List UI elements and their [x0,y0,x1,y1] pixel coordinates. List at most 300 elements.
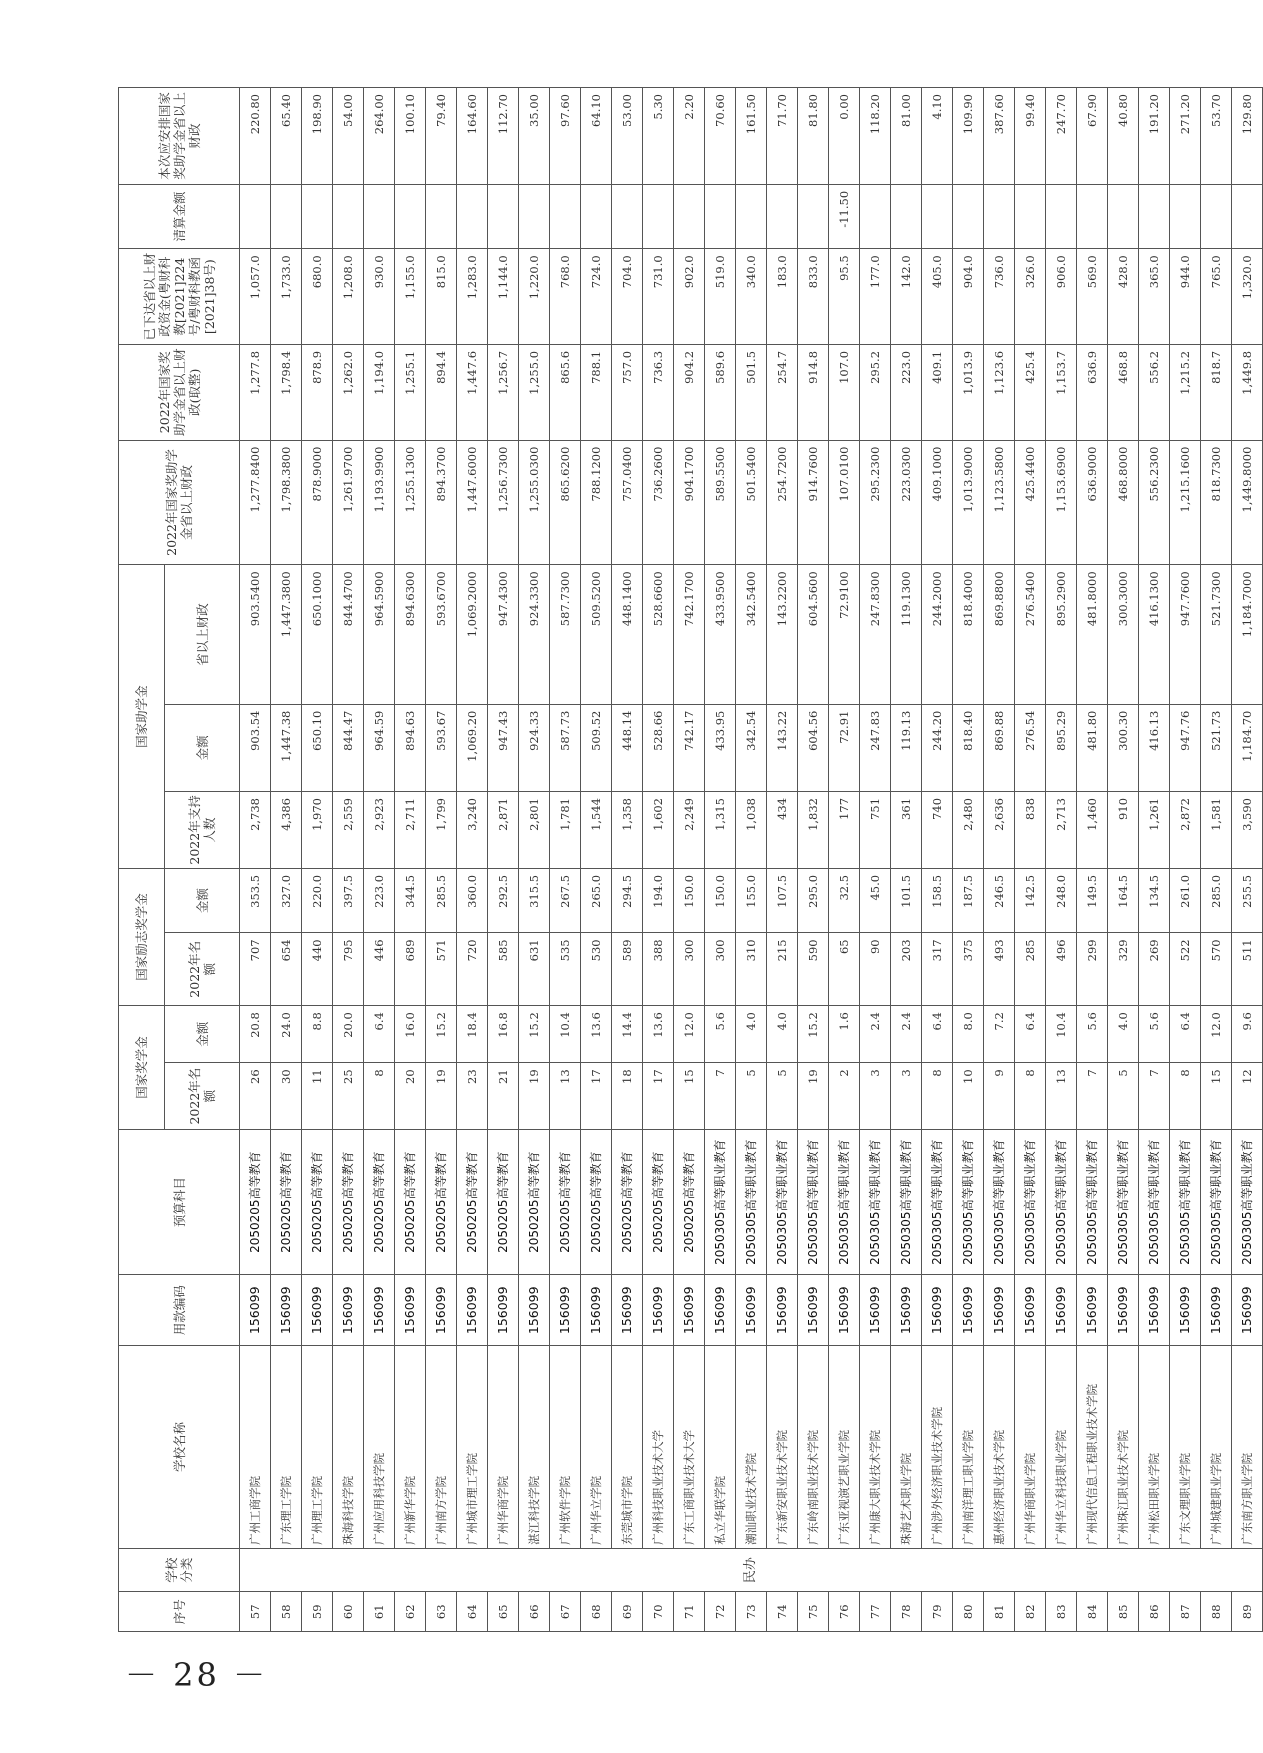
cell-no: 85 [1108,1592,1139,1632]
cell-no: 72 [705,1592,736,1632]
cell-issued: 1,208.0 [333,249,364,345]
cell-no: 63 [426,1592,457,1632]
cell-subject: 2050305高等职业教育 [1015,1129,1046,1275]
cell-en-n: 440 [302,933,333,1006]
cell-issued: 569.0 [1077,249,1108,345]
cell-tr: 1,262.0 [333,344,364,440]
cell-g-n: 838 [1015,791,1046,868]
cell-g-n: 361 [891,791,922,868]
cell-arr: 100.10 [395,88,426,185]
cell-tr: 1,215.2 [1170,344,1201,440]
cell-arr: 54.00 [333,88,364,185]
cell-g-n: 1,832 [798,791,829,868]
cell-tr: 107.0 [829,344,860,440]
cell-en-a: 155.0 [736,868,767,932]
cell-code: 156099 [829,1275,860,1346]
cell-ns-n: 7 [1139,1063,1170,1130]
cell-ns-n: 2 [829,1063,860,1130]
cell-t: 736.2600 [643,440,674,565]
cell-arr: 191.20 [1139,88,1170,185]
cell-en-n: 589 [612,933,643,1006]
cell-t: 1,215.1600 [1170,440,1201,565]
cell-clr [984,184,1015,248]
cell-en-n: 530 [581,933,612,1006]
category-cell: 民办 [240,1548,1263,1592]
cell-g-a: 119.13 [891,704,922,791]
cell-ns-a: 1.6 [829,1006,860,1063]
cell-school: 广州理工学院 [302,1346,333,1549]
cell-code: 156099 [333,1275,364,1346]
cell-ns-n: 26 [240,1063,271,1130]
cell-en-n: 689 [395,933,426,1006]
cell-code: 156099 [705,1275,736,1346]
cell-t: 1,277.8400 [240,440,271,565]
cell-ns-n: 13 [1046,1063,1077,1130]
cell-clr [488,184,519,248]
cell-en-n: 493 [984,933,1015,1006]
cell-code: 156099 [426,1275,457,1346]
cell-subject: 2050305高等职业教育 [953,1129,984,1275]
cell-g-a: 1,069.20 [457,704,488,791]
cell-school: 广州城市理工学院 [457,1346,488,1549]
cell-no: 68 [581,1592,612,1632]
cell-school: 广州南方学院 [426,1346,457,1549]
header-encouragement-scholarship: 国家励志奖学金 [119,868,165,1005]
cell-t: 107.0100 [829,440,860,565]
cell-issued: 1,320.0 [1232,249,1263,345]
cell-issued: 142.0 [891,249,922,345]
table-row [829,88,860,1632]
cell-ns-n: 8 [1015,1063,1046,1130]
cell-no: 62 [395,1592,426,1632]
cell-no: 60 [333,1592,364,1632]
cell-issued: 1,220.0 [519,249,550,345]
cell-arr: 2.20 [674,88,705,185]
cell-ns-a: 4.0 [767,1006,798,1063]
cell-g-n: 434 [767,791,798,868]
cell-g-n: 1,460 [1077,791,1108,868]
cell-g-n: 3,240 [457,791,488,868]
cell-g-p: 895.2900 [1046,565,1077,704]
table-row [736,88,767,1632]
cell-g-a: 342.54 [736,704,767,791]
cell-no: 66 [519,1592,550,1632]
cell-no: 58 [271,1592,302,1632]
funding-table [118,87,1263,1632]
cell-issued: 1,057.0 [240,249,271,345]
cell-school: 广州工商学院 [240,1346,271,1549]
cell-tr: 1,013.9 [953,344,984,440]
cell-code: 156099 [1015,1275,1046,1346]
cell-school: 广东理工学院 [271,1346,302,1549]
cell-school: 潮汕职业技术学院 [736,1346,767,1549]
cell-subject: 2050305高等职业教育 [1170,1129,1201,1275]
cell-arr: 71.70 [767,88,798,185]
cell-en-a: 327.0 [271,868,302,932]
cell-tr: 223.0 [891,344,922,440]
header-arrange: 本次应安排国家奖助学金省以上财政 [119,88,240,185]
cell-t: 878.9000 [302,440,333,565]
cell-g-p: 742.1700 [674,565,705,704]
cell-tr: 1,194.0 [364,344,395,440]
cell-issued: 183.0 [767,249,798,345]
cell-ns-a: 16.0 [395,1006,426,1063]
cell-issued: 704.0 [612,249,643,345]
cell-g-p: 587.7300 [550,565,581,704]
table-row [240,88,271,1632]
cell-g-n: 2,480 [953,791,984,868]
cell-g-p: 604.5600 [798,565,829,704]
cell-issued: 1,733.0 [271,249,302,345]
cell-subject: 2050205高等教育 [612,1129,643,1275]
cell-en-n: 375 [953,933,984,1006]
cell-issued: 95.5 [829,249,860,345]
cell-tr: 788.1 [581,344,612,440]
cell-subject: 2050205高等教育 [550,1129,581,1275]
cell-en-a: 292.5 [488,868,519,932]
cell-ns-n: 5 [736,1063,767,1130]
cell-t: 295.2300 [860,440,891,565]
cell-ns-n: 3 [891,1063,922,1130]
cell-code: 156099 [1108,1275,1139,1346]
cell-g-p: 300.3000 [1108,565,1139,704]
table-row [643,88,674,1632]
cell-en-n: 90 [860,933,891,1006]
table-row [271,88,302,1632]
cell-school: 广东岭南职业技术学院 [798,1346,829,1549]
cell-ns-a: 16.8 [488,1006,519,1063]
cell-arr: 247.70 [1046,88,1077,185]
header-total-rounded: 2022年国家奖助学金省以上财政(取整) [119,344,240,440]
cell-clr [1046,184,1077,248]
cell-subject: 2050305高等职业教育 [1108,1129,1139,1275]
cell-g-a: 300.30 [1108,704,1139,791]
cell-tr: 914.8 [798,344,829,440]
cell-school: 广东亚视演艺职业学院 [829,1346,860,1549]
cell-ns-a: 2.4 [891,1006,922,1063]
cell-subject: 2050305高等职业教育 [922,1129,953,1275]
table-row [426,88,457,1632]
cell-en-n: 570 [1201,933,1232,1006]
cell-clr [1170,184,1201,248]
cell-clr [271,184,302,248]
cell-t: 1,798.3800 [271,440,302,565]
cell-school: 广州科技职业技术大学 [643,1346,674,1549]
cell-t: 1,255.1300 [395,440,426,565]
cell-g-n: 910 [1108,791,1139,868]
cell-subject: 2050305高等职业教育 [1046,1129,1077,1275]
cell-subject: 2050205高等教育 [333,1129,364,1275]
table-body [240,88,1263,1632]
cell-subject: 2050205高等教育 [395,1129,426,1275]
cell-no: 87 [1170,1592,1201,1632]
cell-arr: 81.00 [891,88,922,185]
cell-en-n: 299 [1077,933,1108,1006]
cell-subject: 2050305高等职业教育 [1077,1129,1108,1275]
cell-en-n: 707 [240,933,271,1006]
cell-no: 86 [1139,1592,1170,1632]
cell-g-n: 751 [860,791,891,868]
cell-issued: 1,283.0 [457,249,488,345]
cell-arr: 264.00 [364,88,395,185]
cell-subject: 2050205高等教育 [457,1129,488,1275]
cell-t: 223.0300 [891,440,922,565]
cell-en-a: 150.0 [705,868,736,932]
header-ns-amount: 金额 [165,1006,240,1063]
cell-en-a: 294.5 [612,868,643,932]
cell-code: 156099 [1201,1275,1232,1346]
cell-issued: 340.0 [736,249,767,345]
cell-g-a: 587.73 [550,704,581,791]
cell-clr [736,184,767,248]
cell-t: 1,261.9700 [333,440,364,565]
cell-school: 广东文理职业学院 [1170,1346,1201,1549]
cell-subject: 2050205高等教育 [488,1129,519,1275]
header-category: 学校分类 [119,1548,240,1592]
cell-no: 77 [860,1592,891,1632]
cell-en-n: 300 [705,933,736,1006]
cell-t: 425.4400 [1015,440,1046,565]
cell-clr [395,184,426,248]
cell-t: 818.7300 [1201,440,1232,565]
cell-ns-a: 15.2 [519,1006,550,1063]
cell-tr: 1,447.6 [457,344,488,440]
table-row [984,88,1015,1632]
cell-issued: 768.0 [550,249,581,345]
cell-clr [612,184,643,248]
cell-school: 广州松田职业学院 [1139,1346,1170,1549]
cell-clr: -11.50 [829,184,860,248]
table-row [1201,88,1232,1632]
cell-ns-a: 5.6 [705,1006,736,1063]
cell-tr: 1,256.7 [488,344,519,440]
header-en-count: 2022年名额 [165,933,240,1006]
cell-ns-n: 20 [395,1063,426,1130]
cell-en-a: 134.5 [1139,868,1170,932]
cell-school: 广州南洋理工职业学院 [953,1346,984,1549]
table-row [767,88,798,1632]
cell-t: 1,449.8000 [1232,440,1263,565]
cell-clr [581,184,612,248]
cell-en-a: 101.5 [891,868,922,932]
cell-g-p: 481.8000 [1077,565,1108,704]
cell-clr [1201,184,1232,248]
cell-g-p: 509.5200 [581,565,612,704]
cell-clr [767,184,798,248]
cell-subject: 2050305高等职业教育 [1139,1129,1170,1275]
cell-ns-a: 10.4 [1046,1006,1077,1063]
header-code: 用款编码 [119,1275,240,1346]
cell-g-n: 177 [829,791,860,868]
cell-clr [550,184,581,248]
cell-subject: 2050205高等教育 [674,1129,705,1275]
cell-tr: 589.6 [705,344,736,440]
cell-no: 67 [550,1592,581,1632]
cell-g-a: 247.83 [860,704,891,791]
cell-school: 广东南方职业学院 [1232,1346,1263,1549]
cell-clr [953,184,984,248]
cell-en-n: 571 [426,933,457,1006]
cell-code: 156099 [395,1275,426,1346]
header-seq: 序号 [119,1592,240,1632]
cell-code: 156099 [767,1275,798,1346]
cell-tr: 254.7 [767,344,798,440]
table-row [705,88,736,1632]
cell-en-n: 215 [767,933,798,1006]
cell-en-a: 285.5 [426,868,457,932]
cell-school: 广州涉外经济职业技术学院 [922,1346,953,1549]
cell-t: 757.0400 [612,440,643,565]
cell-g-p: 964.5900 [364,565,395,704]
cell-ns-a: 5.6 [1139,1006,1170,1063]
cell-ns-a: 14.4 [612,1006,643,1063]
cell-arr: 64.10 [581,88,612,185]
cell-ns-n: 15 [674,1063,705,1130]
cell-arr: 164.60 [457,88,488,185]
cell-clr [240,184,271,248]
cell-en-n: 317 [922,933,953,1006]
cell-arr: 4.10 [922,88,953,185]
cell-tr: 1,277.8 [240,344,271,440]
cell-subject: 2050205高等教育 [643,1129,674,1275]
cell-clr [519,184,550,248]
table-row [612,88,643,1632]
cell-no: 88 [1201,1592,1232,1632]
cell-tr: 736.3 [643,344,674,440]
cell-arr: 81.80 [798,88,829,185]
cell-ns-n: 17 [643,1063,674,1130]
table-row [674,88,705,1632]
cell-g-a: 276.54 [1015,704,1046,791]
cell-ns-a: 13.6 [643,1006,674,1063]
rotated-table-page [118,87,1254,1632]
cell-no: 57 [240,1592,271,1632]
cell-ns-a: 6.4 [1170,1006,1201,1063]
cell-subject: 2050305高等职业教育 [1232,1129,1263,1275]
header-grant-provincial: 省以上财政 [165,565,240,704]
cell-en-n: 388 [643,933,674,1006]
cell-ns-a: 15.2 [426,1006,457,1063]
cell-en-n: 795 [333,933,364,1006]
cell-clr [674,184,705,248]
table-row [860,88,891,1632]
cell-t: 409.1000 [922,440,953,565]
cell-code: 156099 [271,1275,302,1346]
cell-code: 156099 [519,1275,550,1346]
cell-g-a: 742.17 [674,704,705,791]
cell-g-n: 1,799 [426,791,457,868]
cell-subject: 2050305高等职业教育 [736,1129,767,1275]
cell-g-n: 2,801 [519,791,550,868]
cell-g-a: 509.52 [581,704,612,791]
cell-subject: 2050205高等教育 [581,1129,612,1275]
cell-no: 64 [457,1592,488,1632]
cell-issued: 680.0 [302,249,333,345]
table-row [798,88,829,1632]
cell-issued: 724.0 [581,249,612,345]
cell-en-a: 360.0 [457,868,488,932]
cell-t: 1,013.9000 [953,440,984,565]
cell-en-n: 631 [519,933,550,1006]
cell-clr [426,184,457,248]
cell-en-n: 585 [488,933,519,1006]
cell-ns-n: 12 [1232,1063,1263,1130]
cell-tr: 894.4 [426,344,457,440]
cell-arr: 67.90 [1077,88,1108,185]
cell-en-n: 203 [891,933,922,1006]
cell-clr [798,184,829,248]
header-grant-amount: 金额 [165,704,240,791]
cell-issued: 731.0 [643,249,674,345]
cell-school: 广州康大职业技术学院 [860,1346,891,1549]
cell-subject: 2050305高等职业教育 [767,1129,798,1275]
cell-code: 156099 [984,1275,1015,1346]
cell-g-p: 903.5400 [240,565,271,704]
cell-no: 83 [1046,1592,1077,1632]
cell-subject: 2050205高等教育 [364,1129,395,1275]
cell-ns-n: 21 [488,1063,519,1130]
cell-ns-a: 20.0 [333,1006,364,1063]
cell-ns-a: 4.0 [1108,1006,1139,1063]
cell-g-p: 1,447.3800 [271,565,302,704]
cell-ns-n: 19 [426,1063,457,1130]
cell-tr: 1,449.8 [1232,344,1263,440]
cell-g-p: 72.9100 [829,565,860,704]
cell-ns-n: 5 [767,1063,798,1130]
cell-t: 636.9000 [1077,440,1108,565]
cell-t: 1,447.6000 [457,440,488,565]
cell-g-p: 1,184.7000 [1232,565,1263,704]
cell-g-p: 119.1300 [891,565,922,704]
cell-g-a: 481.80 [1077,704,1108,791]
cell-g-a: 818.40 [953,704,984,791]
cell-en-a: 194.0 [643,868,674,932]
cell-clr [1077,184,1108,248]
table-row [891,88,922,1632]
cell-ns-n: 8 [922,1063,953,1130]
cell-en-n: 535 [550,933,581,1006]
cell-clr [457,184,488,248]
cell-g-p: 528.6600 [643,565,674,704]
cell-en-n: 511 [1232,933,1263,1006]
cell-t: 1,123.5800 [984,440,1015,565]
table-row [364,88,395,1632]
cell-no: 80 [953,1592,984,1632]
cell-subject: 2050305高等职业教育 [860,1129,891,1275]
cell-g-n: 1,358 [612,791,643,868]
cell-arr: 97.60 [550,88,581,185]
cell-ns-n: 3 [860,1063,891,1130]
cell-issued: 428.0 [1108,249,1139,345]
cell-g-a: 416.13 [1139,704,1170,791]
cell-g-n: 2,713 [1046,791,1077,868]
cell-tr: 295.2 [860,344,891,440]
cell-g-p: 247.8300 [860,565,891,704]
cell-g-n: 1,261 [1139,791,1170,868]
cell-arr: 99.40 [1015,88,1046,185]
cell-ns-n: 10 [953,1063,984,1130]
cell-clr [364,184,395,248]
cell-g-n: 2,872 [1170,791,1201,868]
cell-t: 865.6200 [550,440,581,565]
cell-g-n: 1,038 [736,791,767,868]
cell-g-n: 2,871 [488,791,519,868]
cell-en-a: 187.5 [953,868,984,932]
cell-g-a: 604.56 [798,704,829,791]
cell-arr: 387.60 [984,88,1015,185]
cell-arr: 220.80 [240,88,271,185]
header-grant: 国家助学金 [119,565,165,869]
